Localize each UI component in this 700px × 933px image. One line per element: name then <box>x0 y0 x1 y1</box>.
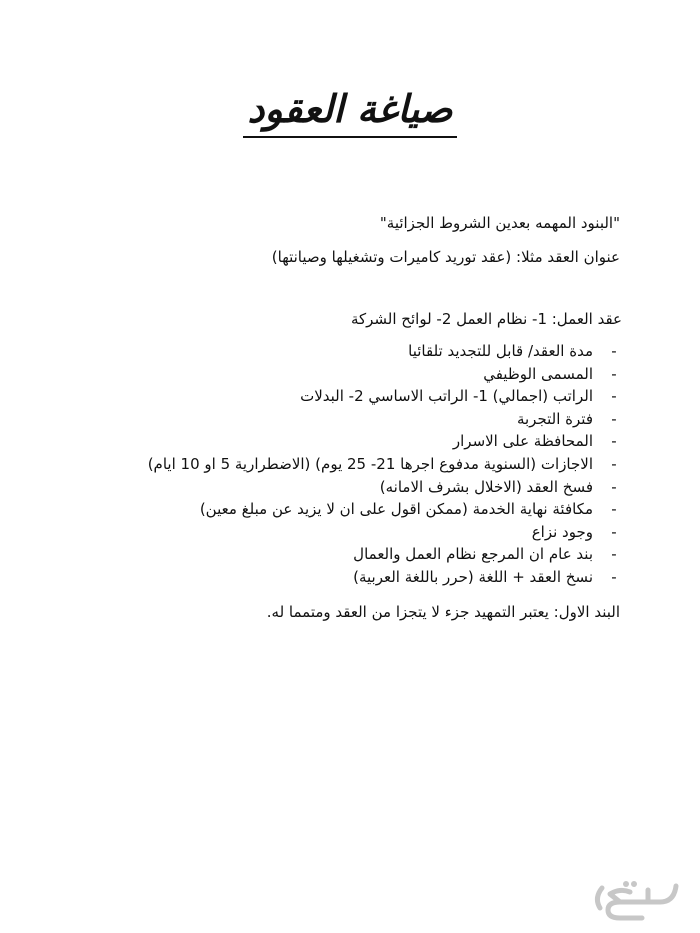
list-item-text: بند عام ان المرجع نظام العمل والعمال <box>353 545 593 564</box>
list-item-text: وجود نزاع <box>531 522 593 541</box>
bullet-dash: - <box>611 567 617 586</box>
contract-items-list <box>148 340 620 589</box>
bullet-dash: - <box>611 454 617 473</box>
list-item <box>148 566 620 589</box>
bullet-dash: - <box>611 364 617 383</box>
bullet-dash: - <box>611 545 617 564</box>
document-title <box>0 84 700 138</box>
first-clause: البند الاول: يعتبر التمهيد جزء لا يتجزا من العقد ومتمما له. <box>266 603 620 621</box>
bullet-dash: - <box>611 432 617 451</box>
list-item <box>148 385 620 408</box>
list-item-text: مدة العقد/ قابل للتجديد تلقائيا <box>408 342 593 360</box>
list-item <box>148 498 620 521</box>
bullet-dash: - <box>611 409 617 428</box>
haraj-logo-stroke <box>640 886 676 902</box>
list-item-text: المحافظة على الاسرار <box>452 432 593 451</box>
important-clauses-note: "البنود المهمه بعدين الشروط الجزائية" <box>379 214 620 232</box>
list-item <box>148 340 620 363</box>
haraj-logo-glyph <box>597 886 676 918</box>
list-item-text: مكافئة نهاية الخدمة (ممكن اقول على ان لا يزيد عن مبلغ معين) <box>199 500 593 519</box>
list-item-text: الاجازات (السنوية مدفوع اجرها 21- 25 يوم) (الاضطرارية 5 او 10 ايام) <box>147 454 593 473</box>
bullet-dash: - <box>611 387 617 406</box>
list-item <box>148 430 620 453</box>
list-item <box>148 476 620 499</box>
list-item <box>148 453 620 476</box>
list-item-text: فسخ العقد (الاخلال بشرف الامانه) <box>379 477 593 496</box>
haraj-logo-dot <box>623 881 629 887</box>
list-item <box>148 521 620 544</box>
list-item-text: نسخ العقد + اللغة (حرر باللغة العربية) <box>353 567 593 586</box>
list-item-text: الراتب (اجمالي) 1- الراتب الاساسي 2- البدلات <box>300 387 593 406</box>
bullet-dash: - <box>611 342 617 360</box>
contract-title-example: عنوان العقد مثلا: (عقد توريد كاميرات وتشغيلها وصيانتها) <box>271 248 620 266</box>
haraj-logo-dot <box>631 881 637 887</box>
bullet-dash: - <box>611 522 617 541</box>
employment-contract-heading: عقد العمل: 1- نظام العمل 2- لوائح الشركة <box>350 310 622 328</box>
haraj-logo-stroke <box>597 888 602 908</box>
haraj-logo-watermark <box>590 876 682 926</box>
bullet-dash: - <box>611 500 617 519</box>
list-item <box>148 408 620 431</box>
document-title-text: صياغة العقود <box>243 84 456 138</box>
list-item-text: المسمى الوظيفي <box>483 364 593 383</box>
list-item-text: فترة التجربة <box>516 409 593 428</box>
list-item <box>148 363 620 386</box>
bullet-dash: - <box>611 477 617 496</box>
haraj-logo-stroke <box>608 902 642 918</box>
list-item <box>148 543 620 566</box>
